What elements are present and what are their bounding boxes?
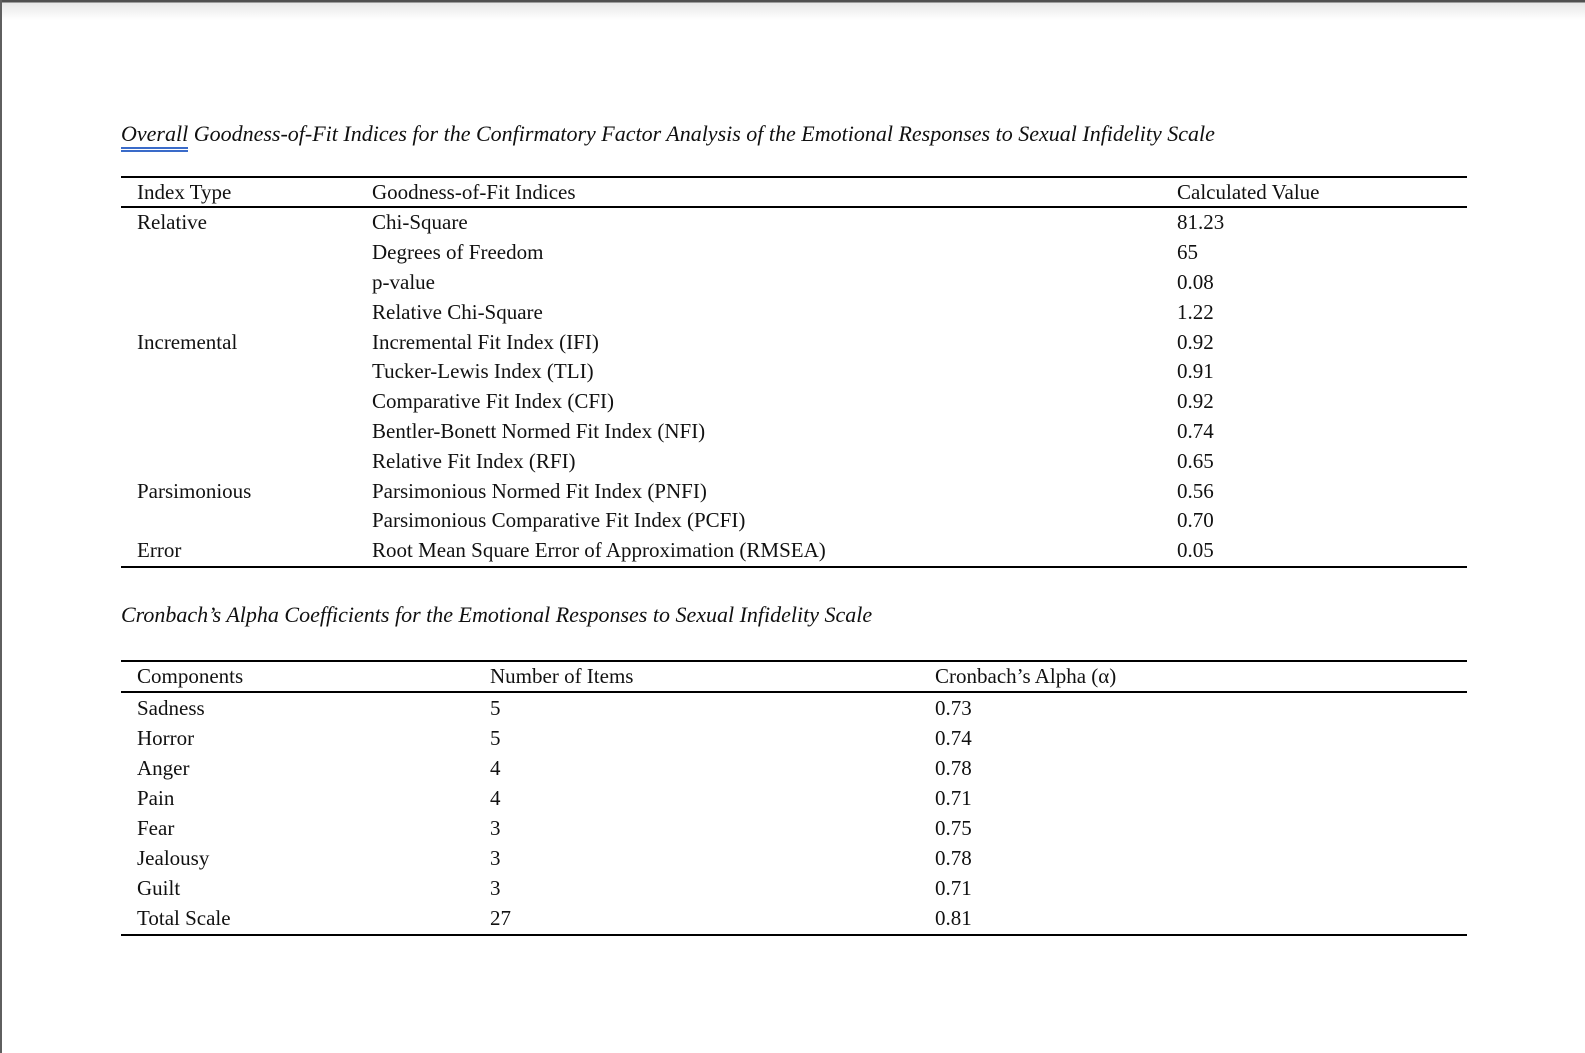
calculated-value-cell: 81.23 <box>1177 210 1225 235</box>
number-of-items-cell: 5 <box>490 695 501 720</box>
alpha-value-cell: 0.73 <box>935 695 972 720</box>
index-type-cell: Parsimonious <box>137 478 252 503</box>
component-cell: Jealousy <box>137 846 210 871</box>
number-of-items-cell: 5 <box>490 725 501 750</box>
table-row <box>121 208 1467 238</box>
calculated-value-cell: 0.91 <box>1177 359 1214 384</box>
fit-index-cell: Parsimonious Normed Fit Index (PNFI) <box>372 478 707 503</box>
column-header-number-of-items: Number of Items <box>490 664 634 688</box>
calculated-value-cell: 0.92 <box>1177 329 1214 354</box>
table-row <box>121 417 1467 447</box>
calculated-value-cell: 1.22 <box>1177 299 1214 324</box>
component-cell: Total Scale <box>137 906 231 931</box>
calculated-value-cell: 0.56 <box>1177 478 1214 503</box>
table-row <box>121 357 1467 387</box>
fit-index-cell: Relative Fit Index (RFI) <box>372 448 576 473</box>
calculated-value-cell: 0.92 <box>1177 389 1214 414</box>
table-row <box>121 843 1467 873</box>
goodness-of-fit-table <box>121 176 1467 568</box>
goodness-of-fit-table-body <box>121 208 1467 566</box>
column-header-index-type: Index Type <box>137 179 232 204</box>
window-top-edge <box>0 0 1585 20</box>
alpha-value-cell: 0.71 <box>935 876 972 901</box>
alpha-value-cell: 0.81 <box>935 906 972 931</box>
fit-index-cell: Relative Chi-Square <box>372 299 543 324</box>
alpha-value-cell: 0.71 <box>935 785 972 810</box>
calculated-value-cell: 0.05 <box>1177 538 1214 563</box>
component-cell: Guilt <box>137 876 181 901</box>
table-row <box>121 238 1467 268</box>
number-of-items-cell: 3 <box>490 815 501 840</box>
table-row <box>121 297 1467 327</box>
table-row <box>121 446 1467 476</box>
fit-index-cell: Bentler-Bonett Normed Fit Index (NFI) <box>372 418 706 443</box>
alpha-value-cell: 0.75 <box>935 815 972 840</box>
index-type-cell: Relative <box>137 210 207 235</box>
calculated-value-cell: 65 <box>1177 240 1198 265</box>
grammar-flagged-word[interactable]: Overall <box>121 121 188 152</box>
column-header-components: Components <box>137 664 244 688</box>
alpha-value-cell: 0.78 <box>935 755 972 780</box>
window-left-edge <box>0 0 2 1053</box>
fit-index-cell: Degrees of Freedom <box>372 240 544 265</box>
component-cell: Pain <box>137 785 175 810</box>
component-cell: Sadness <box>137 695 205 720</box>
column-header-fit-indices: Goodness-of-Fit Indices <box>372 179 576 204</box>
table-row <box>121 506 1467 536</box>
alpha-value-cell: 0.74 <box>935 725 972 750</box>
number-of-items-cell: 3 <box>490 876 501 901</box>
table-row <box>121 327 1467 357</box>
fit-index-cell: Comparative Fit Index (CFI) <box>372 389 615 414</box>
number-of-items-cell: 4 <box>490 755 501 780</box>
table-row <box>121 536 1467 566</box>
table-row <box>121 268 1467 298</box>
table1-caption <box>121 118 1215 150</box>
table-row <box>121 476 1467 506</box>
calculated-value-cell: 0.65 <box>1177 448 1214 473</box>
table-row <box>121 693 1467 723</box>
table-row <box>121 723 1467 753</box>
number-of-items-cell: 27 <box>490 906 511 931</box>
fit-index-cell: Parsimonious Comparative Fit Index (PCFI) <box>372 508 746 533</box>
table2-caption: Cronbach’s Alpha Coefficients for the Emotional Responses to Sexual Infidelity Scale <box>121 602 873 627</box>
index-type-cell: Error <box>137 538 182 563</box>
component-cell: Horror <box>137 725 195 750</box>
cronbach-alpha-table-header <box>121 662 1467 693</box>
component-cell: Anger <box>137 755 190 780</box>
table-row <box>121 753 1467 783</box>
table-row <box>121 387 1467 417</box>
cronbach-alpha-table <box>121 660 1467 936</box>
cronbach-alpha-table-body <box>121 693 1467 934</box>
fit-index-cell: Incremental Fit Index (IFI) <box>372 329 599 354</box>
table-row <box>121 783 1467 813</box>
calculated-value-cell: 0.08 <box>1177 269 1214 294</box>
component-cell: Fear <box>137 815 175 840</box>
number-of-items-cell: 3 <box>490 846 501 871</box>
fit-index-cell: Tucker-Lewis Index (TLI) <box>372 359 594 384</box>
fit-index-cell: Chi-Square <box>372 210 468 235</box>
table-row <box>121 813 1467 843</box>
table-row <box>121 904 1467 934</box>
index-type-cell: Incremental <box>137 329 238 354</box>
table-row <box>121 874 1467 904</box>
column-header-cronbachs-alpha: Cronbach’s Alpha (α) <box>935 664 1117 688</box>
alpha-value-cell: 0.78 <box>935 846 972 871</box>
calculated-value-cell: 0.70 <box>1177 508 1214 533</box>
number-of-items-cell: 4 <box>490 785 501 810</box>
fit-index-cell: p-value <box>372 269 435 294</box>
column-header-calculated-value: Calculated Value <box>1177 179 1320 204</box>
fit-index-cell: Root Mean Square Error of Approximation (RMSEA) <box>372 538 826 563</box>
calculated-value-cell: 0.74 <box>1177 418 1214 443</box>
goodness-of-fit-table-header <box>121 178 1467 208</box>
table1-caption-text: Goodness-of-Fit Indices for the Confirmatory Factor Analysis of the Emotional Responses to Sexual Infidelity Scale <box>188 121 1215 146</box>
